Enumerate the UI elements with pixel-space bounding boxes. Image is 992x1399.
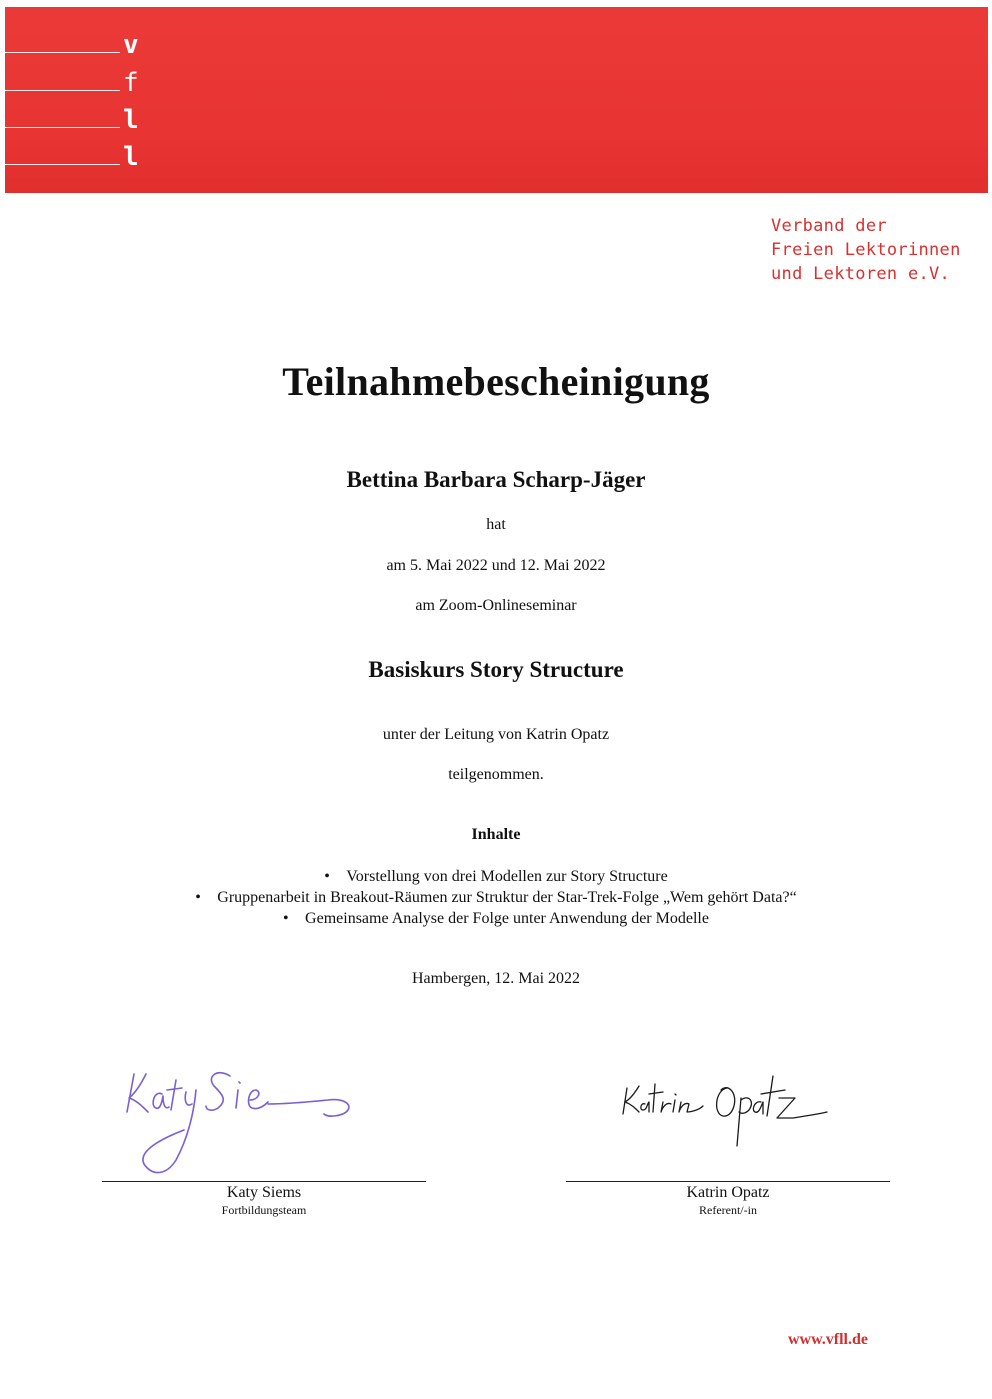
logo-rule — [5, 127, 120, 128]
logo-rule — [5, 52, 120, 53]
organization-line: und Lektoren e.V. — [771, 264, 951, 284]
dates-text: am 5. Mai 2022 und 12. Mai 2022 — [386, 557, 606, 574]
completed-text: teilgenommen. — [448, 766, 544, 783]
list-item — [0, 866, 992, 887]
signature-name: Katrin Opatz — [686, 1184, 770, 1201]
participant-name: Bettina Barbara Scharp-Jäger — [346, 467, 646, 492]
website-link[interactable]: www.vfll.de — [788, 1331, 868, 1348]
logo-row-v — [5, 29, 145, 59]
list-item — [0, 908, 992, 929]
signature-name: Katy Siems — [226, 1184, 302, 1201]
bullet-icon: • — [283, 910, 289, 927]
logo-rule — [5, 90, 120, 91]
signature-role: Fortbildungsteam — [221, 1203, 307, 1217]
list-item — [0, 887, 992, 908]
logo-rule — [5, 164, 120, 165]
signature-line — [566, 1181, 890, 1182]
bullet-icon: • — [195, 889, 201, 906]
leadership-text: unter der Leitung von Katrin Opatz — [382, 726, 610, 743]
venue-text: am Zoom-Onlineseminar — [415, 597, 577, 614]
list-item-text: Vorstellung von drei Modellen zur Story Structure — [346, 868, 668, 885]
signature-role: Referent/-in — [699, 1203, 757, 1217]
hat-text: hat — [486, 516, 506, 533]
list-item-text: Gruppenarbeit in Breakout-Räumen zur Struktur der Star-Trek-Folge „Wem gehört Data?“ — [217, 889, 797, 906]
organization-line: Freien Lektorinnen — [771, 240, 961, 260]
logo-row-l1 — [5, 104, 145, 134]
logo-letter: f — [123, 68, 139, 98]
contents-list — [0, 866, 992, 929]
logo-letter: v — [123, 30, 139, 60]
logo-row-f — [5, 67, 145, 97]
bullet-icon: • — [324, 868, 330, 885]
organization-line: Verband der — [771, 216, 887, 236]
certificate-title: Teilnahmebescheinigung — [282, 359, 710, 404]
list-item-text: Gemeinsame Analyse der Folge unter Anwendung der Modelle — [305, 910, 709, 927]
place-date: Hambergen, 12. Mai 2022 — [411, 970, 581, 987]
organization-name — [771, 214, 961, 286]
contents-heading: Inhalte — [471, 826, 521, 843]
signature-katy-siems — [118, 1060, 363, 1178]
course-title: Basiskurs Story Structure — [368, 657, 624, 682]
signature-katrin-opatz — [615, 1068, 835, 1150]
signature-line — [102, 1181, 426, 1182]
logo-letter: l — [123, 142, 139, 172]
logo-row-l2 — [5, 141, 145, 171]
header-banner — [5, 7, 988, 193]
logo-letter: l — [123, 105, 139, 135]
